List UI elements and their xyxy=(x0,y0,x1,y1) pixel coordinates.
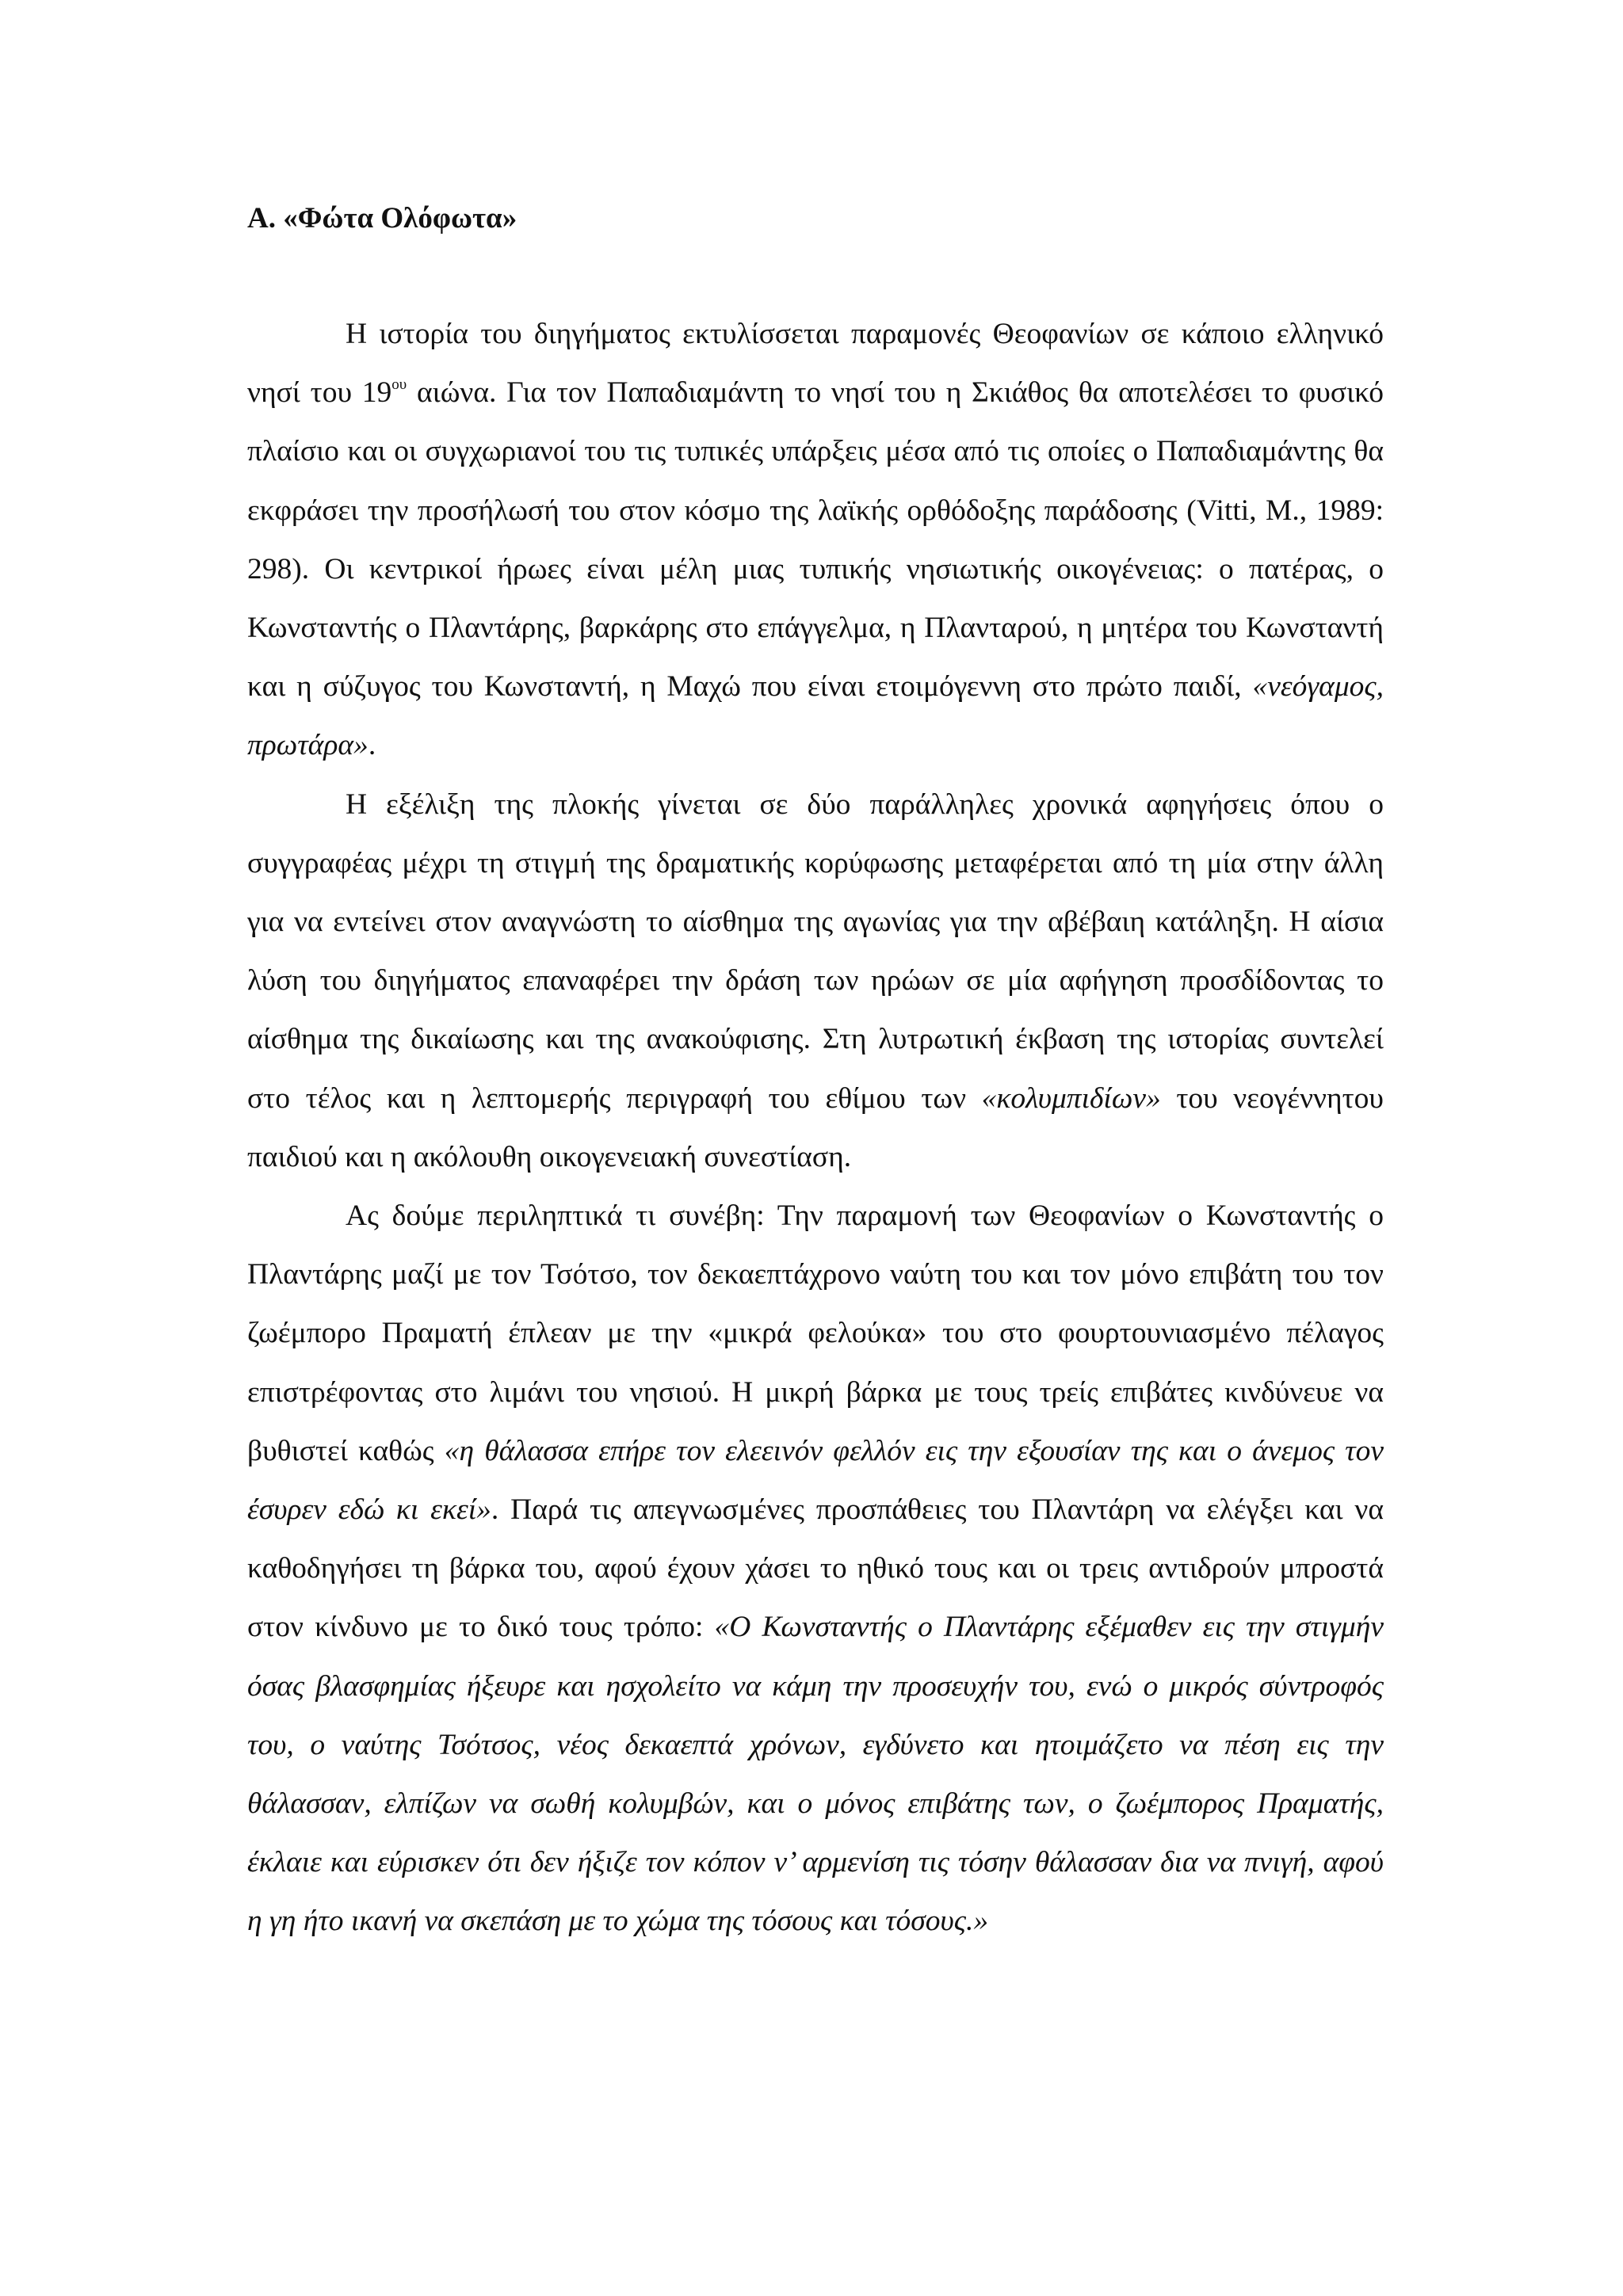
paragraph-1-text-b: αιώνα. Για τον Παπαδιαμάντη το νησί του η Σκιάθος θα αποτελέσει το φυσικό πλαίσιο και οι συγχωριανοί του τις τυπικές υπάρξεις μέσα από τις οποίες ο Παπαδιαμάντης θα εκφράσει την προσήλωσή του στον κόσμο της λαϊκής ορθόδοξης παράδοσης (Vitti, M., 1989: 298). Οι κεντρικοί ήρωες είναι μέλη μιας τυπικής νησιωτικής οικογένειας: ο πατέρας, ο Κωνσταντής ο Πλαντάρης, βαρκάρης στο επάγγελμα, η Πλανταρού, η μητέρα του Κωνσταντή και η σύζυγος του Κωνσταντή, η Μαχώ που είναι ετοιμόγεννη στο πρώτο παιδί, xyxy=(247,376,1384,704)
paragraph-3-quote-2: «Ο Κωνσταντής ο Πλαντάρης εξέμαθεν εις την στιγμήν όσας βλασφημίας ήξευρε και ησχολείτο να κάμη την προσευχήν του, ενώ ο μικρός σύντροφός του, ο ναύτης Τσότσος, νέος δεκαεπτά χρόνων, εγδύνετο και ητοιμάζετο να πέση εις την θάλασσαν, ελπίζων να σωθή κολυμβών, και ο μόνος επιβάτης των, ο ζωέμπορος Πραματής, έκλαιε και εύρισκεν ότι δεν ήξιζε τον κόπον ν’ αρμενίση τις τόσην θάλασσαν δια να πνιγή, αφού η γη ήτο ικανή να σκεπάση με το χώμα της τόσους και τόσους.» xyxy=(247,1611,1384,1938)
paragraph-1-text-c: . xyxy=(368,729,376,762)
ordinal-superscript: ου xyxy=(391,376,407,394)
body-text xyxy=(247,305,1384,1951)
paragraph-1-quote: «νεόγαμος, πρωτάρα» xyxy=(247,670,1384,762)
paragraph-1-text-a: Η ιστορία του διηγήματος εκτυλίσσεται παραμονές Θεοφανίων σε κάποιο ελληνικό νησί του 19 xyxy=(247,318,1384,410)
paragraph-2 xyxy=(247,776,1384,1187)
paragraph-2-quote: «κολυμπιδίων» xyxy=(981,1081,1161,1115)
paragraph-1 xyxy=(247,305,1384,776)
paragraph-3-text-b: . Παρά τις απεγνωσμένες προσπάθειες του Πλαντάρη να ελέγξει και να καθοδηγήσει τη βάρκα του, αφού έχουν χάσει το ηθικό τους και οι τρεις αντιδρούν μπροστά στον κίνδυνο με το δικό τους τρόπο: xyxy=(247,1493,1384,1644)
paragraph-3-quote-1: «η θάλασσα επήρε τον ελεεινόν φελλόν εις την εξουσίαν της και ο άνεμος τον έσυρεν εδώ κι εκεί» xyxy=(247,1434,1384,1527)
section-heading: Α. «Φώτα Ολόφωτα» xyxy=(247,202,517,235)
paragraph-3 xyxy=(247,1187,1384,1951)
paragraph-2-text-a: Η εξέλιξη της πλοκής γίνεται σε δύο παράλληλες χρονικά αφηγήσεις όπου ο συγγραφέας μέχρι τη στιγμή της δραματικής κορύφωσης μεταφέρεται από τη μία στην άλλη για να εντείνει στον αναγνώστη το αίσθημα της αγωνίας για την αβέβαιη κατάληξη. Η αίσια λύση του διηγήματος επαναφέρει την δράση των ηρώων σε μία αφήγηση προσδίδοντας το αίσθημα της δικαίωσης και της ανακούφισης. Στη λυτρωτική έκβαση της ιστορίας συντελεί στο τέλος και η λεπτομερής περιγραφή του εθίμου των xyxy=(247,788,1384,1115)
paragraph-2-text-b: του νεογέννητου παιδιού και η ακόλουθη οικογενειακή συνεστίαση. xyxy=(247,1081,1384,1173)
paragraph-3-text-a: Ας δούμε περιληπτικά τι συνέβη: Την παραμονή των Θεοφανίων ο Κωνσταντής ο Πλαντάρης μαζί με τον Τσότσο, τον δεκαεπτάχρονο ναύτη του και τον μόνο επιβάτη του τον ζωέμπορο Πραματή έπλεαν με την «μικρά φελούκα» του στο φουρτουνιασμένο πέλαγος επιστρέφοντας στο λιμάνι του νησιού. Η μικρή βάρκα με τους τρείς επιβάτες κινδύνευε να βυθιστεί καθώς xyxy=(247,1199,1384,1467)
